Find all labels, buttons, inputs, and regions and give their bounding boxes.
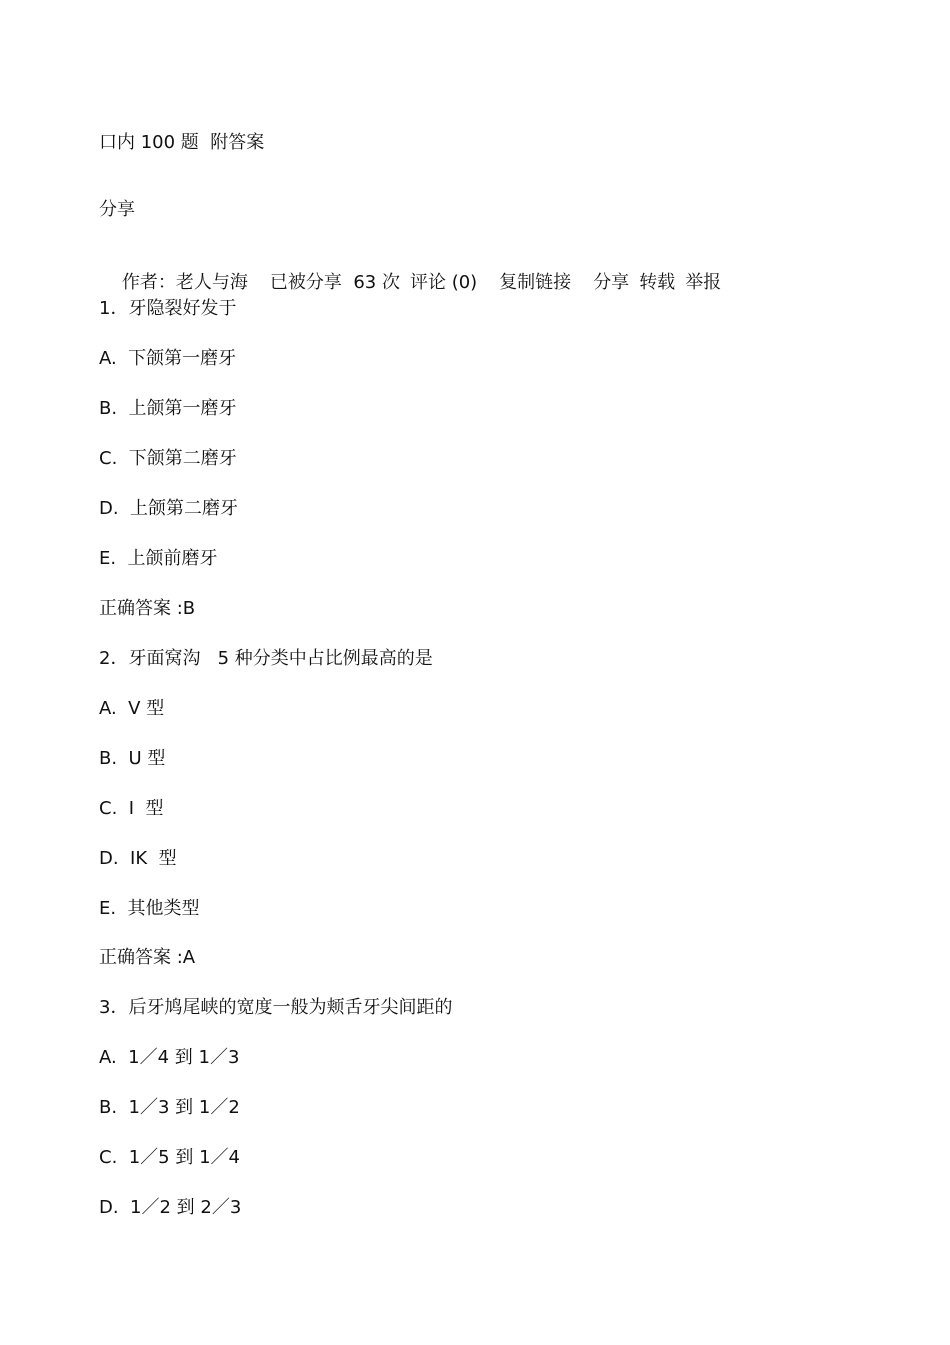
document-title: 口内 100 题 附答案 [99, 132, 265, 153]
question-option: D. 上颌第二磨牙 [99, 498, 239, 519]
correct-answer: 正确答案 :A [99, 947, 196, 968]
comments-link[interactable]: 评论 (0) [409, 272, 478, 293]
repost-button[interactable]: 转载 [639, 272, 676, 293]
question-option: D. IK 型 [99, 848, 177, 869]
question-option: B. U 型 [99, 748, 166, 769]
question-option: D. 1／2 到 2／3 [99, 1197, 242, 1218]
correct-answer: 正确答案 :B [99, 598, 196, 619]
meta-bar [99, 247, 722, 293]
question-option: E. 其他类型 [99, 898, 200, 919]
question-option: E. 上颌前磨牙 [99, 548, 218, 569]
question-stem: 3．后牙鸠尾峡的宽度一般为颊舌牙尖间距的 [99, 997, 453, 1018]
question-option: B. 上颌第一磨牙 [99, 398, 237, 419]
question-stem: 1．牙隐裂好发于 [99, 298, 237, 319]
question-option: C. 下颌第二磨牙 [99, 448, 237, 469]
question-stem: 2．牙面窝沟 5 种分类中占比例最高的是 [99, 648, 433, 669]
question-option: B. 1／3 到 1／2 [99, 1097, 240, 1118]
author-label: 作者：老人与海 [121, 272, 248, 293]
question-option: A. V 型 [99, 698, 165, 719]
question-option: C. I 型 [99, 798, 164, 819]
report-button[interactable]: 举报 [685, 272, 722, 293]
question-option: C. 1／5 到 1／4 [99, 1147, 240, 1168]
copy-link-button[interactable]: 复制链接 [499, 272, 572, 293]
share-button[interactable]: 分享 [593, 272, 630, 293]
question-option: A. 1／4 到 1／3 [99, 1047, 240, 1068]
question-option: A. 下颌第一磨牙 [99, 348, 237, 369]
share-count: 已被分享 63 次 [269, 272, 400, 293]
share-link[interactable]: 分享 [99, 199, 135, 220]
